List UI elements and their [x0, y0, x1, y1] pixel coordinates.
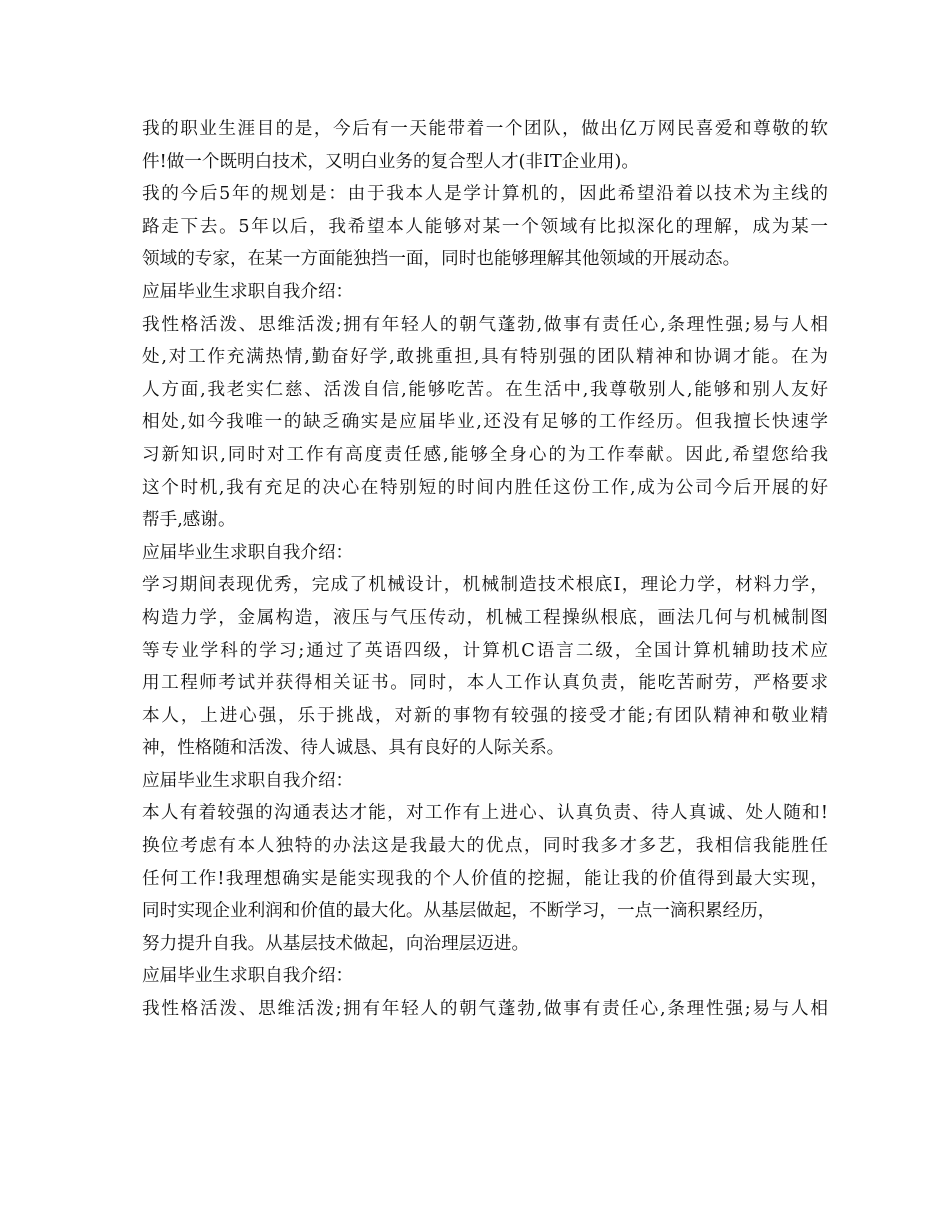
- text-line: 学习期间表现优秀，完成了机械设计，机械制造技术根底Ⅰ，理论力学，材料力学，: [142, 575, 828, 596]
- text-line: 习新知识,同时对工作有高度责任感,能够全身心的为工作奉献。因此,希望您给我: [142, 444, 828, 465]
- text-line: 努力提升自我。从基层技术做起，向治理层迈进。: [142, 933, 530, 954]
- text-line: 件!做一个既明白技术，又明白业务的复合型人才(非IT企业用)。: [142, 151, 639, 172]
- text-line: 处,对工作充满热情,勤奋好学,敢挑重担,具有特别强的团队精神和协调才能。在为: [142, 347, 828, 368]
- text-line: 帮手,感谢。: [142, 510, 236, 531]
- text-line: 路走下去。5年以后，我希望本人能够对某一个领域有比拟深化的理解，成为某一: [142, 216, 828, 237]
- text-line: 我的职业生涯目的是，今后有一天能带着一个团队，做出亿万网民喜爱和尊敬的软: [142, 119, 828, 139]
- text-line: 应届毕业生求职自我介绍：: [142, 770, 354, 791]
- text-line: 领域的专家，在某一方面能独挡一面，同时也能够理解其他领域的开展动态。: [142, 249, 741, 270]
- text-line: 我性格活泼、思维活泼;拥有年轻人的朝气蓬勃,做事有责任心,条理性强;易与人相: [142, 314, 828, 335]
- text-line: 应届毕业生求职自我介绍：: [142, 542, 354, 563]
- text-line: 构造力学，金属构造，液压与气压传动，机械工程操纵根底，画法几何与机械制图: [142, 607, 828, 628]
- text-line: 这个时机,我有充足的决心在特别短的时间内胜任这份工作,成为公司今后开展的好: [142, 477, 828, 498]
- text-line: 相处,如今我唯一的缺乏确实是应届毕业,还没有足够的工作经历。但我擅长快速学: [142, 412, 828, 433]
- text-line: 本人有着较强的沟通表达才能，对工作有上进心、认真负责、待人真诚、处人随和!: [142, 803, 828, 824]
- text-line: 我的今后5年的规划是：由于我本人是学计算机的，因此希望沿着以技术为主线的: [142, 184, 828, 205]
- text-line: 任何工作!我理想确实是能实现我的个人价值的挖掘，能让我的价值得到最大实现，: [142, 868, 828, 889]
- text-line: 我性格活泼、思维活泼;拥有年轻人的朝气蓬勃,做事有责任心,条理性强;易与人相: [142, 999, 828, 1020]
- text-line: 神，性格随和活泼、待人诚恳、具有良好的人际关系。: [142, 738, 565, 759]
- text-line: 等专业学科的学习;通过了英语四级，计算机C语言二级，全国计算机辅助技术应: [142, 640, 828, 661]
- text-line: 用工程师考试并获得相关证书。同时，本人工作认真负责，能吃苦耐劳，严格要求: [142, 673, 828, 694]
- text-line: 本人，上进心强，乐于挑战，对新的事物有较强的接受才能;有团队精神和敬业精: [142, 705, 828, 726]
- document-body: [142, 113, 828, 1026]
- text-line: 应届毕业生求职自我介绍：: [142, 281, 354, 302]
- text-line: 应届毕业生求职自我介绍：: [142, 966, 354, 987]
- text-line: 换位考虑有本人独特的办法这是我最大的优点，同时我多才多艺，我相信我能胜任: [142, 836, 828, 857]
- text-line: 同时实现企业利润和价值的最大化。从基层做起，不断学习，一点一滴积累经历，: [142, 901, 776, 922]
- text-line: 人方面,我老实仁慈、活泼自信,能够吃苦。在生活中,我尊敬别人,能够和别人友好: [142, 379, 828, 400]
